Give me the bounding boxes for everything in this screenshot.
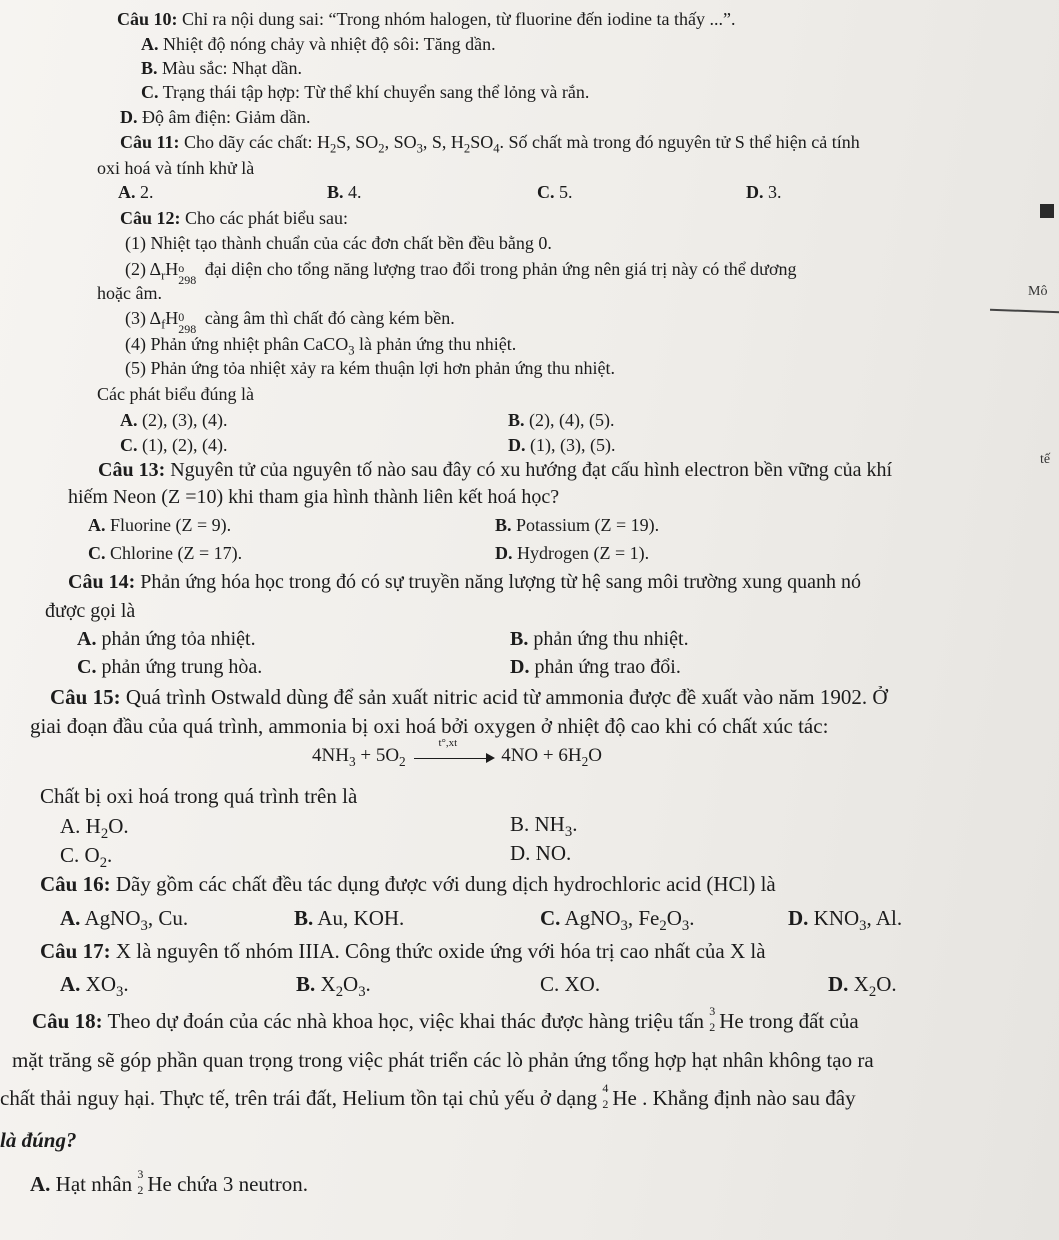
edge-text-2: tế [1040,452,1051,467]
q11-stem-line2: oxi hoá và tính khử là [97,158,255,178]
q10-option-d[interactable]: D. Độ âm điện: Giảm dần. [120,107,311,127]
q12-option-a[interactable]: A. (2), (3), (4). [120,410,228,430]
q10-option-b[interactable]: B. Màu sắc: Nhạt dần. [141,58,302,78]
q15-option-a[interactable]: A. $H_2O$. [60,814,129,843]
edge-text-1: Mô [1028,284,1048,299]
q10-option-a[interactable]: A. Nhiệt độ nóng chảy và nhiệt độ sôi: Tăng dần. [141,34,496,54]
q12-statement-2: (2) $\Delta_rH$ o 298 đại diện cho tổng năng lượng trao đổi trong phản ứng nên giá trị này có thể dương [125,259,797,287]
q18-stem-line4: là đúng? [0,1128,77,1152]
q17-stem: Câu 17: X là nguyên tố nhóm IIIA. Công thức oxide ứng với hóa trị cao nhất của X là [40,939,766,963]
q11-stem: Câu 11: Cho dãy các chất: $H_2S$, $SO_2$, $SO_3$, S, $H_2SO_4$. Số chất mà trong đó nguyên tử S thể hiện cả tính [120,132,860,156]
q11-option-c[interactable]: C. 5. [537,182,573,202]
q15-stem-line2: giai đoạn đầu của quá trình, ammonia bị oxi hoá bởi oxygen ở nhiệt độ cao khi có chất xúc tác: [30,714,829,738]
q11-chemicals: $H_2S$, $SO_2$, $SO_3$, S, $H_2SO_4$ [316,132,500,156]
q11-option-a[interactable]: A. 2. [118,182,154,202]
q13-option-b[interactable]: B. Potassium (Z = 19). [495,515,660,535]
q12-option-b[interactable]: B. (2), (4), (5). [508,410,615,430]
reaction-equation: $4NH_3 + 5O_2$ t°,xt $4NO + 6H_2O$ [312,736,602,769]
q16-option-c[interactable]: C. AgNO$_3$, $Fe_2O_3$. [540,906,695,935]
q15-option-d[interactable]: D. NO. [510,841,572,865]
q17-option-d[interactable]: D. $X_2O$. [828,972,897,1001]
q15-prompt: Chất bị oxi hoá trong quá trình trên là [40,784,358,808]
q14-option-d[interactable]: D. phản ứng trao đổi. [510,656,681,678]
q16-option-a[interactable]: A. AgNO$_3$, Cu. [60,906,189,935]
q13-option-d[interactable]: D. Hydrogen (Z = 1). [495,543,650,563]
q13-stem: Câu 13: Nguyên tử của nguyên tố nào sau đây có xu hướng đạt cấu hình electron bền vững của khí [98,459,893,481]
q17-option-b[interactable]: B. $X_2O_3$. [296,972,371,1001]
q13-stem-line2: hiếm Neon (Z =10) khi tham gia hình thành liên kết hoá học? [68,486,560,508]
q12-statement-3: (3) $\Delta_fH$ 0 298 càng âm thì chất đó càng kém bền. [125,308,455,336]
q10-stem [117,8,736,30]
q13-option-c[interactable]: C. Chlorine (Z = 17). [88,543,243,563]
q17-option-a[interactable]: A. $XO_3$. [60,972,129,1001]
q16-stem: Câu 16: Dãy gồm các chất đều tác dụng được với dung dịch hydrochloric acid (HCl) là [40,872,776,896]
q14-option-b[interactable]: B. phản ứng thu nhiệt. [510,628,689,650]
q13-option-a[interactable]: A. Fluorine (Z = 9). [88,515,232,535]
q11-option-b[interactable]: B. 4. [327,182,362,202]
q12-stem: Câu 12: Cho các phát biểu sau: [120,208,348,228]
q12-statement-1: (1) Nhiệt tạo thành chuẩn của các đơn chất bền đều bằng 0. [125,233,552,253]
q12-option-c[interactable]: C. (1), (2), (4). [120,435,228,455]
q11-option-d[interactable]: D. 3. [746,182,782,202]
q18-stem: Câu 18: Theo dự đoán của các nhà khoa học, việc khai thác được hàng triệu tấn 3 2 He trong đất của [32,1004,859,1034]
q14-option-a[interactable]: A. phản ứng tỏa nhiệt. [77,628,256,650]
q18-stem-line3: chất thải nguy hại. Thực tế, trên trái đất, Helium tồn tại chủ yếu ở dạng 4 2 He . Khẳng định nào sau đây [0,1081,856,1111]
isotope-he4: 4 2 [602,1081,609,1111]
edge-curve [990,309,1059,313]
q14-stem-line2: được gọi là [45,600,136,622]
q15-stem: Câu 15: Quá trình Ostwald dùng để sản xuất nitric acid từ ammonia được đề xuất vào năm 1902. Ở [50,685,888,709]
q18-stem-line2: mặt trăng sẽ góp phần quan trọng trong việc phát triển các lò phản ứng tổng hợp hạt nhân không tạo ra [12,1048,874,1072]
reaction-arrow: t°,xt [410,747,496,767]
q18-option-a[interactable]: A. Hạt nhân 3 2 He chứa 3 neutron. [30,1167,308,1197]
q10-label: Câu 10: [117,9,178,29]
q17-option-c[interactable]: C. XO. [540,972,601,996]
q10-option-c[interactable]: C. Trạng thái tập hợp: Từ thể khí chuyển sang thể lỏng và rắn. [141,82,590,102]
q15-option-c[interactable]: C. $O_2$. [60,843,113,872]
q14-option-c[interactable]: C. phản ứng trung hòa. [77,656,263,678]
q16-option-b[interactable]: B. Au, KOH. [294,906,405,930]
q16-option-d[interactable]: D. $KNO_3$, Al. [788,906,903,935]
q12-statement-4: (4) Phản ứng nhiệt phân CaCO$_3$ là phản ứng thu nhiệt. [125,334,517,358]
q12-prompt: Các phát biểu đúng là [97,384,254,404]
q14-stem: Câu 14: Phản ứng hóa học trong đó có sự truyền năng lượng từ hệ sang môi trường xung quanh nó [68,571,862,593]
edge-mark [1040,204,1054,218]
isotope-he3: 3 2 [709,1004,716,1034]
q12-statement-2-line2: hoặc âm. [97,283,162,303]
q15-option-b[interactable]: B. $NH_3$. [510,812,578,841]
q12-option-d[interactable]: D. (1), (3), (5). [508,435,616,455]
q10-text: Chỉ ra nội dung sai: “Trong nhóm halogen, từ fluorine đến iodine ta thấy ...”. [177,9,736,29]
q12-statement-5: (5) Phản ứng tỏa nhiệt xảy ra kém thuận lợi hơn phản ứng thu nhiệt. [125,358,615,378]
